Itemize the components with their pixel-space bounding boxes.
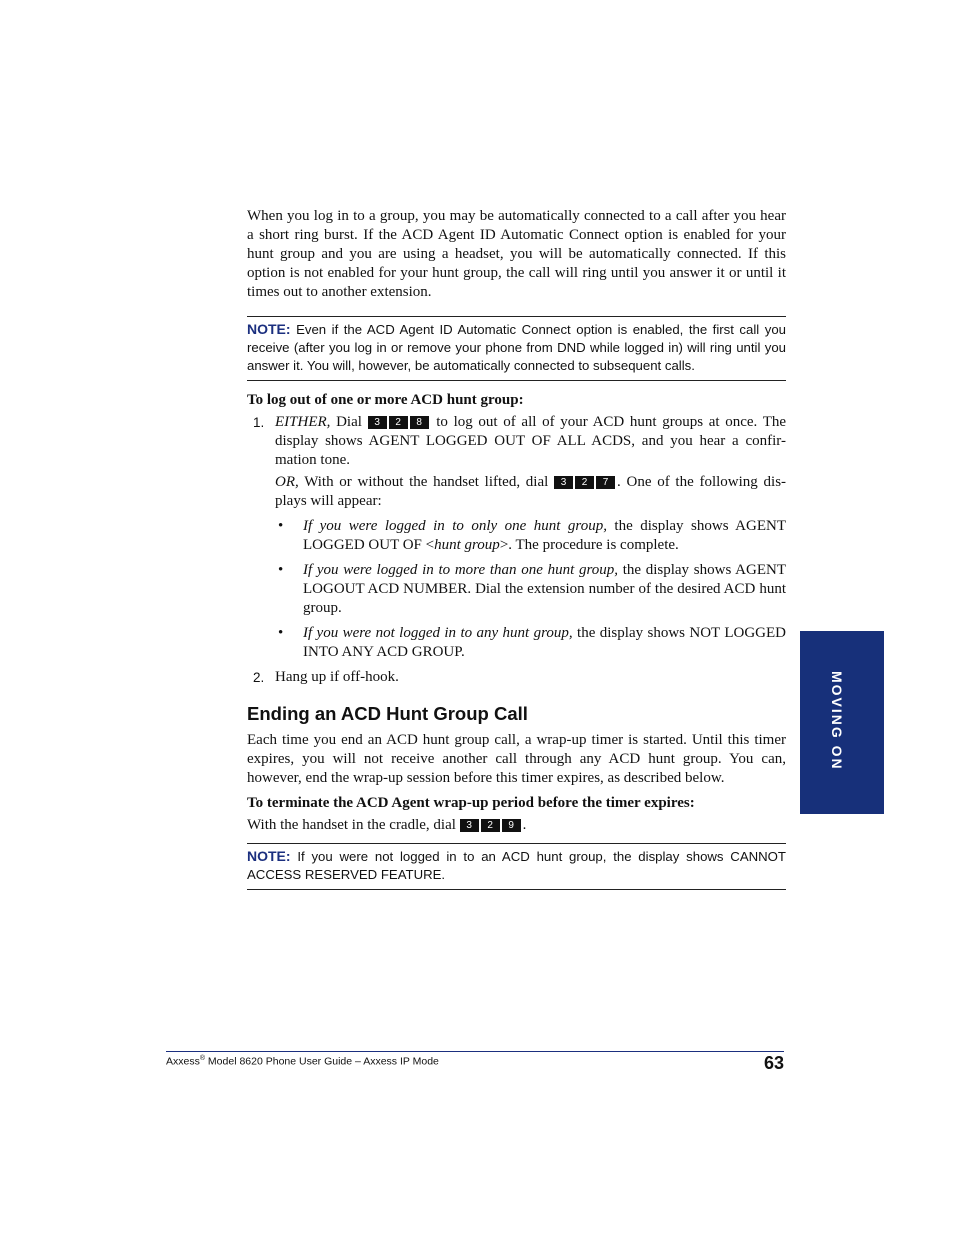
page-number: 63 [763,1053,784,1073]
step-1 [247,413,786,662]
step-2 [247,668,786,687]
step-number: 2. [253,670,265,685]
section-heading: Ending an ACD Hunt Group Call [247,703,528,724]
procedure-title: To terminate the ACD Agent wrap-up period before the timer expires: [247,795,695,811]
step-1-text: to log out of all of your ACD hunt groups at once. The display shows AGENT LOGGED OUT OF ALL ACDS, and you hear a confir-mation tone. [275,414,787,468]
footer-divider [166,1051,784,1052]
key-2: 2 [389,416,408,429]
note-text: Even if the ACD Agent ID Automatic Connect option is enabled, the first call you receive (after you log in or remove your phone from DND while logged in) will ring until you answer it. You will, however, be automatically connected to subsequent calls. [247,322,786,373]
key-2: 2 [575,476,594,489]
display-options-list [275,517,786,662]
key-3: 3 [460,819,479,832]
or-label: OR, [275,474,299,490]
note-box [247,843,786,890]
step-1-or [275,473,786,511]
procedure-title: To log out of one or more ACD hunt group: [247,392,524,408]
note-label: NOTE: [247,321,291,337]
step-1-either [275,413,786,470]
key-3: 3 [554,476,573,489]
note-label: NOTE: [247,848,291,864]
key-9: 9 [502,819,521,832]
list-item: • If you were logged in to only one hunt group, the display shows AGENT LOGGED OUT OF <hunt group>. The procedure is complete. [278,518,786,553]
key-3: 3 [368,416,387,429]
either-label: EITHER, [275,414,331,430]
footer-title: Axxess® Model 8620 Phone User Guide – Axxess IP Mode [166,1055,439,1068]
step-2-text: Hang up if off-hook. [275,669,399,685]
dial-text: Dial [330,414,362,430]
key-2: 2 [481,819,500,832]
chapter-tab [800,631,884,814]
key-7: 7 [596,476,615,489]
note-text: If you were not logged in to an ACD hunt group, the display shows CANNOT ACCESS RESERVED FEATURE. [247,849,786,882]
list-item: • If you were logged in to more than one hunt group, the display shows AGENT LOGOUT ACD NUMBER. Dial the extension number of the desired ACD hunt group. [278,562,786,616]
with-text: With or without the handset lifted, dial [298,474,549,490]
intro-paragraph: When you log in to a group, you may be automatically connected to a call after you hear a short ring burst. If the ACD Agent ID Automatic Connect option is enabled for your hunt group and you are using a headset, you will be automatically connected. If this option is not enabled for your hunt group, the call will ring until you answer it or until it times out to another extension. [247,208,786,300]
procedure-step: With the handset in the cradle, dial 3 2 9 . [247,817,527,833]
section-paragraph: Each time you end an ACD hunt group call, a wrap-up timer is started. Until this timer expires, you will not receive another call through any ACD hunt group. You can, however, end the wrap-up session before this timer expires, as described below. [247,732,786,786]
note-box [247,316,786,381]
list-item: • If you were not logged in to any hunt group, the display shows NOT LOGGED INTO ANY ACD GROUP. [278,625,787,660]
chapter-tab-label: MOVING ON [829,671,845,771]
key-8: 8 [410,416,429,429]
or-text: . One of the following dis-plays will appear: [275,474,787,509]
step-number: 1. [253,415,265,430]
page-content [247,207,786,890]
